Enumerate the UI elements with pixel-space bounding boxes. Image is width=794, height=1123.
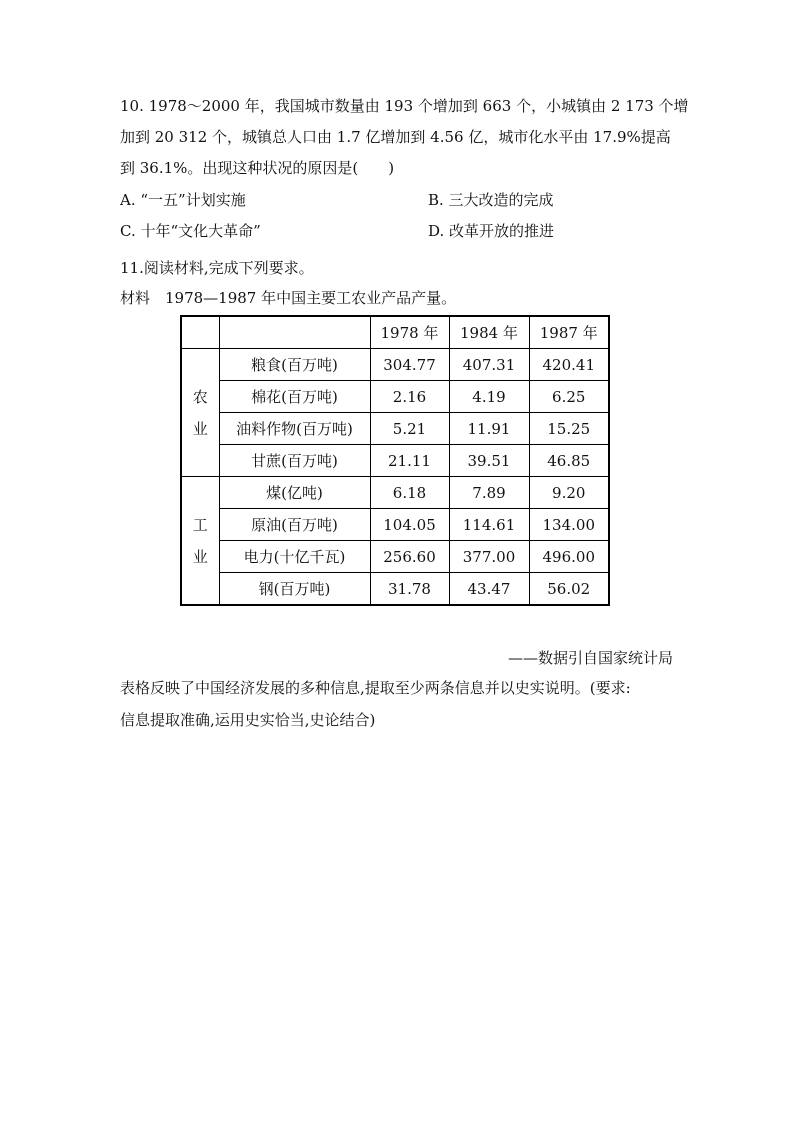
value-cell: 9.20 bbox=[529, 477, 609, 509]
category-char: 工 bbox=[192, 515, 208, 534]
value-cell: 420.41 bbox=[529, 349, 609, 381]
value-cell: 4.19 bbox=[449, 381, 529, 413]
value-cell: 256.60 bbox=[370, 541, 449, 573]
item-cell: 原油(百万吨) bbox=[219, 509, 370, 541]
table-row bbox=[181, 541, 609, 573]
value-cell: 15.25 bbox=[529, 413, 609, 445]
value-cell: 377.00 bbox=[449, 541, 529, 573]
q11-title: 11.阅读材料,完成下列要求。 bbox=[120, 259, 314, 277]
value-cell: 134.00 bbox=[529, 509, 609, 541]
category-agriculture bbox=[181, 349, 219, 477]
q11-task-line-2: 信息提取准确,运用史实恰当,史论结合) bbox=[120, 711, 376, 729]
q11-task-line-1: 表格反映了中国经济发展的多种信息,提取至少两条信息并以史实说明。(要求: bbox=[120, 679, 631, 697]
value-cell: 11.91 bbox=[449, 413, 529, 445]
category-char: 业 bbox=[192, 419, 208, 438]
value-cell: 6.25 bbox=[529, 381, 609, 413]
item-cell: 甘蔗(百万吨) bbox=[219, 445, 370, 477]
table-row bbox=[181, 349, 609, 381]
header-cell-1984: 1984 年 bbox=[449, 316, 529, 349]
table-row bbox=[181, 445, 609, 477]
item-cell: 钢(百万吨) bbox=[219, 573, 370, 606]
table-row bbox=[181, 573, 609, 606]
production-table bbox=[180, 315, 610, 606]
q10-stem-line-2: 加到 20 312 个，城镇总人口由 1.7 亿增加到 4.56 亿，城市化水平由 17.9%提高 bbox=[120, 128, 671, 146]
item-cell: 粮食(百万吨) bbox=[219, 349, 370, 381]
category-char: 业 bbox=[192, 547, 208, 566]
table-row bbox=[181, 477, 609, 509]
q10-option-b[interactable]: B. 三大改造的完成 bbox=[428, 191, 554, 209]
q10-stem-line-3: 到 36.1%。出现这种状况的原因是( ) bbox=[120, 159, 395, 177]
value-cell: 43.47 bbox=[449, 573, 529, 606]
q11-material-caption: 材料 1978—1987 年中国主要工农业产品产量。 bbox=[120, 289, 457, 307]
value-cell: 2.16 bbox=[370, 381, 449, 413]
category-char: 农 bbox=[192, 387, 208, 406]
value-cell: 5.21 bbox=[370, 413, 449, 445]
value-cell: 31.78 bbox=[370, 573, 449, 606]
table-row bbox=[181, 509, 609, 541]
q10-option-d[interactable]: D. 改革开放的推进 bbox=[428, 222, 555, 240]
header-cell-1987: 1987 年 bbox=[529, 316, 609, 349]
value-cell: 6.18 bbox=[370, 477, 449, 509]
header-cell-1978: 1978 年 bbox=[370, 316, 449, 349]
q10-stem-line-1: 10. 1978～2000 年，我国城市数量由 193 个增加到 663 个，小城镇由 2 173 个增 bbox=[120, 97, 689, 115]
value-cell: 407.31 bbox=[449, 349, 529, 381]
value-cell: 46.85 bbox=[529, 445, 609, 477]
value-cell: 496.00 bbox=[529, 541, 609, 573]
value-cell: 304.77 bbox=[370, 349, 449, 381]
value-cell: 21.11 bbox=[370, 445, 449, 477]
value-cell: 39.51 bbox=[449, 445, 529, 477]
category-industry bbox=[181, 477, 219, 606]
header-cell bbox=[181, 316, 219, 349]
item-cell: 电力(十亿千瓦) bbox=[219, 541, 370, 573]
data-source-note: ——数据引自国家统计局 bbox=[507, 649, 673, 667]
value-cell: 104.05 bbox=[370, 509, 449, 541]
table-header-row bbox=[181, 316, 609, 349]
item-cell: 煤(亿吨) bbox=[219, 477, 370, 509]
value-cell: 114.61 bbox=[449, 509, 529, 541]
q10-option-c[interactable]: C. 十年“文化大革命” bbox=[120, 222, 261, 240]
table-row bbox=[181, 413, 609, 445]
item-cell: 油料作物(百万吨) bbox=[219, 413, 370, 445]
table-row bbox=[181, 381, 609, 413]
item-cell: 棉花(百万吨) bbox=[219, 381, 370, 413]
header-cell bbox=[219, 316, 370, 349]
value-cell: 56.02 bbox=[529, 573, 609, 606]
value-cell: 7.89 bbox=[449, 477, 529, 509]
q10-option-a[interactable]: A. “一五”计划实施 bbox=[120, 191, 246, 209]
